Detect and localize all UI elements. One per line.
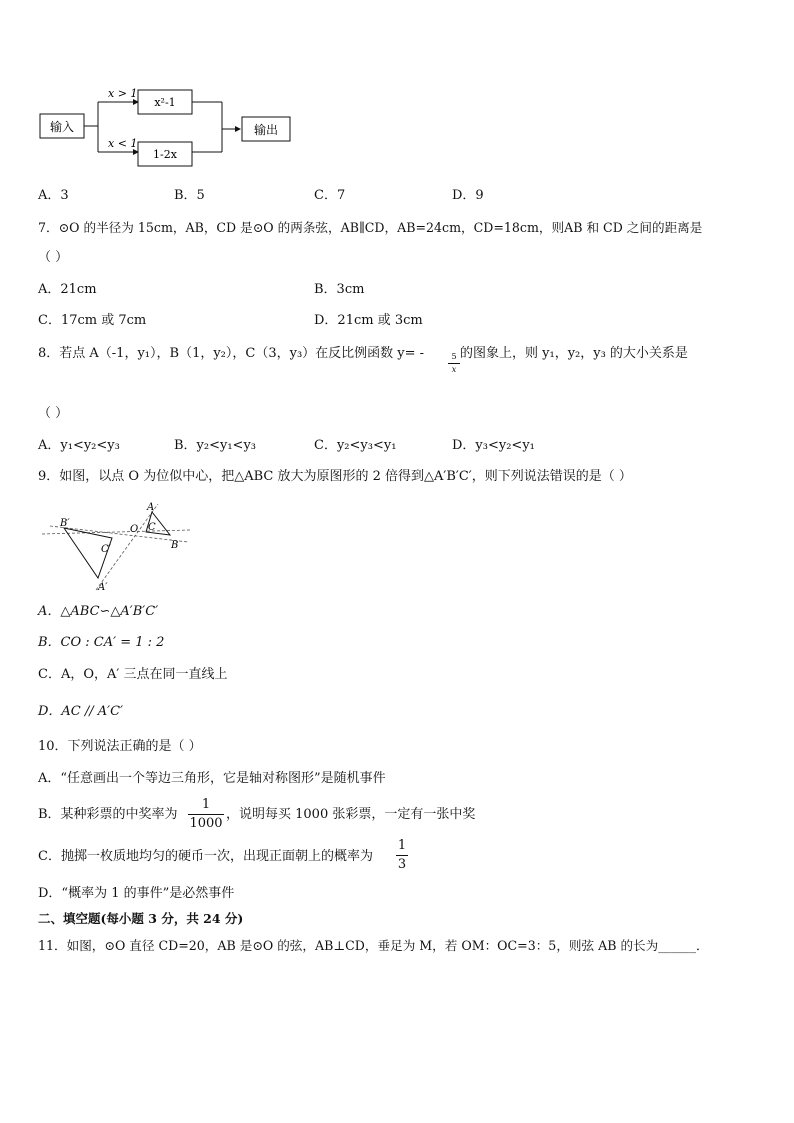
flow-input-label: 输入 — [49, 120, 75, 134]
q7-stem: 7．⊙O 的半径为 15cm，AB，CD 是⊙O 的两条弦，AB∥CD，AB=24cm，CD=18cm，则AB 和 CD 之间的距离是 — [38, 220, 703, 235]
q10-b-numerator: 1 — [201, 797, 211, 812]
q10-stem: 10．下列说法正确的是（ ） — [38, 739, 202, 754]
q7-paren: （ ） — [38, 250, 69, 265]
q8-fraction — [448, 352, 460, 375]
q8-paren: （ ） — [38, 406, 69, 421]
q9-stem: 9．如图，以点 O 为位似中心，把△ABC 放大为原图形的 2 倍得到△A′B′C′，则下列说法错误的是（ ） — [38, 469, 632, 484]
q10-c-fraction-bar — [396, 855, 408, 856]
q8-option-b: B．y₂<y₁<y₃ — [174, 438, 257, 453]
flow-cond-top: x > 1 — [108, 87, 138, 100]
fig-label-o: O — [130, 524, 139, 535]
fig-label-a-prime: A′ — [98, 582, 108, 593]
fig-label-b-prime: B′ — [60, 518, 70, 529]
q9-option-d: D．AC // A′C′ — [38, 704, 124, 719]
q8-fraction-denominator: x — [451, 365, 457, 374]
flow-box-top-label: x²-1 — [154, 96, 176, 109]
q6-option-a: A．3 — [38, 188, 69, 203]
q10-b-denominator: 1000 — [189, 816, 223, 831]
q6-option-c: C．7 — [314, 188, 346, 203]
q7-option-a: A．21cm — [38, 282, 97, 297]
fig-label-c-prime: C′ — [101, 544, 111, 555]
fig-label-c: C — [148, 522, 156, 533]
q8-fraction-bar — [448, 363, 460, 364]
flow-output-label: 输出 — [253, 123, 279, 137]
q7-option-b: B．3cm — [314, 282, 365, 297]
q6-option-d: D．9 — [452, 188, 484, 203]
section-heading-fill-in: 二、填空题(每小题 3 分，共 24 分) — [38, 911, 244, 926]
q10-option-a: A．“任意画出一个等边三角形，它是轴对称图形”是随机事件 — [38, 771, 386, 786]
q10-option-c-fraction — [396, 838, 408, 873]
q8-option-a: A．y₁<y₂<y₃ — [38, 438, 120, 453]
q8-option-d: D．y₃<y₂<y₁ — [452, 438, 535, 453]
q9-option-a: A．△ABC∽△A′B′C′ — [38, 604, 159, 619]
q10-c-denominator: 3 — [397, 857, 407, 872]
q11-stem: 11．如图，⊙O 直径 CD=20，AB 是⊙O 的弦，AB⊥CD，垂足为 M，若 OM：OC=3：5，则弦 AB 的长为______． — [38, 938, 709, 953]
q7-option-c: C．17cm 或 7cm — [38, 313, 147, 328]
q9-option-b: B．CO : CA′ = 1 : 2 — [38, 635, 165, 650]
q9-option-c: C．A，O，A′ 三点在同一直线上 — [38, 667, 228, 682]
q8-stem-part2: 的图象上，则 y₁，y₂，y₃ 的大小关系是 — [460, 346, 688, 361]
q10-option-d: D．“概率为 1 的事件”是必然事件 — [38, 886, 235, 901]
q8-fraction-numerator: 5 — [451, 352, 457, 361]
fig-label-a: A — [147, 502, 155, 513]
q9-similarity-figure — [40, 498, 200, 598]
flow-cond-bottom: x < 1 — [108, 137, 138, 150]
q10-c-numerator: 1 — [397, 838, 407, 853]
q10-option-c-text: C．抛掷一枚质地均匀的硬币一次，出现正面朝上的概率为 — [38, 849, 373, 864]
q10-option-b-fraction — [188, 797, 224, 832]
q8-stem-part1: 8．若点 A（-1，y₁），B（1，y₂），C（3，y₃）在反比例函数 y= - — [38, 346, 425, 361]
flow-box-bottom-label: 1-2x — [153, 148, 177, 161]
q8-option-c: C．y₂<y₃<y₁ — [314, 438, 397, 453]
q6-option-b: B．5 — [174, 188, 205, 203]
q10-option-b-text-2: ，说明每买 1000 张彩票，一定有一张中奖 — [226, 807, 476, 822]
q10-option-b-text: B．某种彩票的中奖率为 — [38, 807, 178, 822]
q7-option-d: D．21cm 或 3cm — [314, 313, 423, 328]
flowchart-diagram — [38, 84, 298, 168]
fig-label-b: B — [171, 540, 179, 551]
q10-b-fraction-bar — [188, 814, 224, 815]
